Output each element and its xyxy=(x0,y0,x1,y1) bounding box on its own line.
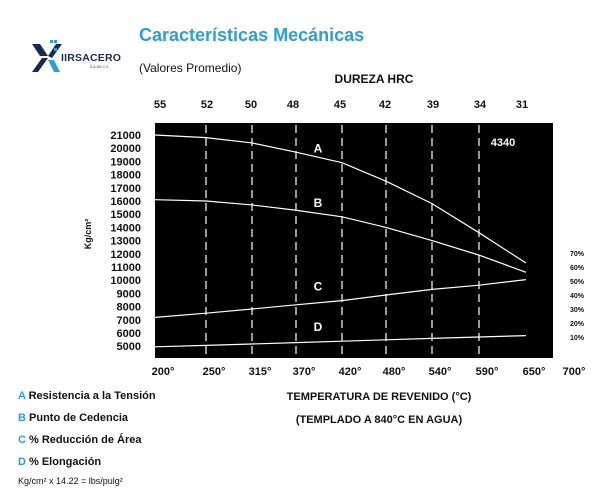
legend-item-d xyxy=(18,456,101,468)
y-tick-label: 14000 xyxy=(110,222,141,235)
right-tick-label: 70% xyxy=(570,251,585,258)
x-tick-label: 700° xyxy=(562,366,586,378)
plot-area xyxy=(155,123,553,358)
y-tick-label: 18000 xyxy=(110,169,141,182)
legend-letter: D xyxy=(18,456,26,468)
logo-tagline: S.A.DE.C.V. xyxy=(90,65,109,69)
top-tick-label: 48 xyxy=(286,99,300,111)
legend-text: Punto de Cedencia xyxy=(25,412,129,424)
x-tick-label: 540° xyxy=(428,366,452,378)
legend-text: % Elongación xyxy=(25,456,102,468)
x-tick-label: 480° xyxy=(382,366,406,378)
series-label-b: B xyxy=(313,195,323,210)
legend-item-a xyxy=(18,390,156,402)
page-subtitle: (Valores Promedio) xyxy=(139,61,242,75)
series-label-a: A xyxy=(313,141,323,156)
series-label-d: D xyxy=(313,320,323,335)
steel-grade-label: 4340 xyxy=(490,137,516,149)
x-tick-label: 370° xyxy=(292,366,316,378)
top-tick-label: 42 xyxy=(378,99,392,111)
x-axis-note: (TEMPLADO A 840°C EN AGUA) xyxy=(295,414,463,426)
legend-letter: A xyxy=(18,390,26,402)
x-tick-label: 650° xyxy=(522,366,546,378)
right-tick-label: 40% xyxy=(570,293,585,300)
right-tick-label: 50% xyxy=(570,279,585,286)
y-tick-label: 15000 xyxy=(110,209,141,222)
top-tick-label: 34 xyxy=(473,99,487,111)
top-axis-title: DUREZA HRC xyxy=(334,72,414,86)
y-tick-label: 5000 xyxy=(116,341,141,354)
x-tick-label: 250° xyxy=(202,366,226,378)
top-tick-label: 50 xyxy=(244,99,258,111)
y-tick-label: 9000 xyxy=(116,288,141,301)
y-tick-label: 8000 xyxy=(116,301,141,314)
y-tick-label: 19000 xyxy=(110,156,141,169)
legend-item-c xyxy=(18,434,142,446)
top-tick-label: 31 xyxy=(515,99,529,111)
y-tick-label: 12000 xyxy=(110,248,141,261)
top-tick-label: 45 xyxy=(333,99,347,111)
legend-letter: C xyxy=(18,434,26,446)
y-tick-label: 10000 xyxy=(110,275,141,288)
x-tick-label: 420° xyxy=(338,366,362,378)
y-tick-label: 20000 xyxy=(110,143,141,156)
legend-item-b xyxy=(18,412,128,424)
unit-conversion-note: Kg/cm² x 14.22 = lbs/pulg² xyxy=(18,476,123,486)
legend-letter: B xyxy=(18,412,26,424)
right-tick-label: 10% xyxy=(570,335,585,342)
top-tick-label: 39 xyxy=(426,99,440,111)
x-tick-label: 590° xyxy=(475,366,499,378)
series-label-c: C xyxy=(313,279,323,294)
y-tick-label: 6000 xyxy=(116,328,141,340)
y-tick-label: 7000 xyxy=(116,314,141,327)
x-tick-label: 315° xyxy=(248,366,272,378)
right-tick-label: 30% xyxy=(570,307,585,314)
right-tick-label: 60% xyxy=(570,265,585,272)
y-tick-label: 17000 xyxy=(110,182,141,195)
legend-text: Resistencia a la Tensión xyxy=(25,390,156,402)
legend-text: % Reducción de Área xyxy=(25,434,142,446)
y-tick-label: 11000 xyxy=(111,262,141,274)
y-tick-label: 13000 xyxy=(110,235,141,248)
y-tick-label: 21000 xyxy=(110,130,141,142)
right-tick-label: 20% xyxy=(570,321,585,328)
top-tick-label: 55 xyxy=(153,99,167,111)
page-title: Características Mecánicas xyxy=(139,25,365,45)
x-axis-title: TEMPERATURA DE REVENIDO (°C) xyxy=(286,391,472,403)
y-axis-title: Kg/cm² xyxy=(83,218,93,250)
logo-text: IIRSACERO xyxy=(61,52,122,64)
top-tick-label: 52 xyxy=(200,99,214,111)
y-tick-label: 16000 xyxy=(110,196,141,208)
x-tick-label: 200° xyxy=(151,366,175,378)
